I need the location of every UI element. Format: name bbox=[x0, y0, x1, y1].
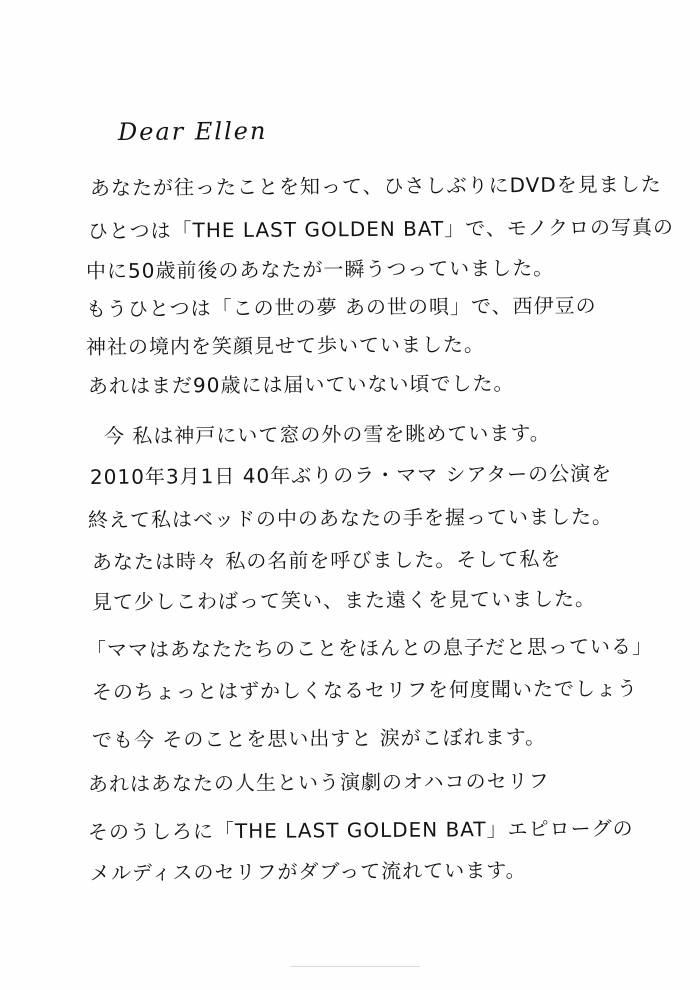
letter-line: あなたは時々 私の名前を呼びました。そして私を bbox=[91, 546, 562, 574]
salutation: Dear Ellen bbox=[117, 116, 268, 146]
letter-line: あなたが往ったことを知って、ひさしぶりにDVDを見ました bbox=[89, 172, 662, 200]
letter-line: 2010年3月1日 40年ぶりのラ・ママ シアターの公演を bbox=[89, 461, 613, 489]
letter-line: あれはまだ90歳には届いていない頃でした。 bbox=[87, 371, 515, 398]
letter-line: ひとつは「THE LAST GOLDEN BAT」で、モノクロの写真の bbox=[87, 214, 675, 243]
letter-line: 中に50歳前後のあなたが一瞬うつっていました。 bbox=[85, 255, 555, 283]
letter-line: メルディスのセリフがダブって流れています。 bbox=[89, 857, 527, 885]
letter-line: もうひとつは「この世の夢 あの世の唄」で、西伊豆の bbox=[85, 293, 597, 321]
letter-line: 神社の境内を笑顔見せて歩いていました。 bbox=[85, 332, 486, 359]
letter-line: でも今 そのことを思い出すと 涙がこぼれます。 bbox=[91, 724, 547, 752]
letter-line: 今 私は神戸にいて窓の外の雪を眺めています。 bbox=[103, 420, 551, 448]
letter-line: そのちょっとはずかしくなるセリフを何度聞いたでしょう bbox=[91, 676, 639, 704]
letter-line: そのうしろに「THE LAST GOLDEN BAT」エピローグの bbox=[87, 816, 634, 844]
letter-line: あれはあなたの人生という演劇のオハコのセリフ bbox=[87, 768, 550, 796]
page-edge-mark bbox=[290, 966, 420, 967]
letter-line: 終えて私はベッドの中のあなたの手を握っていました。 bbox=[87, 504, 614, 532]
letter-line: 「ママはあなたたちのことをほんとの息子だと思っている」 bbox=[85, 634, 654, 662]
letter-line: 見て少しこわばって笑い、また遠くを見ていました。 bbox=[91, 586, 597, 614]
